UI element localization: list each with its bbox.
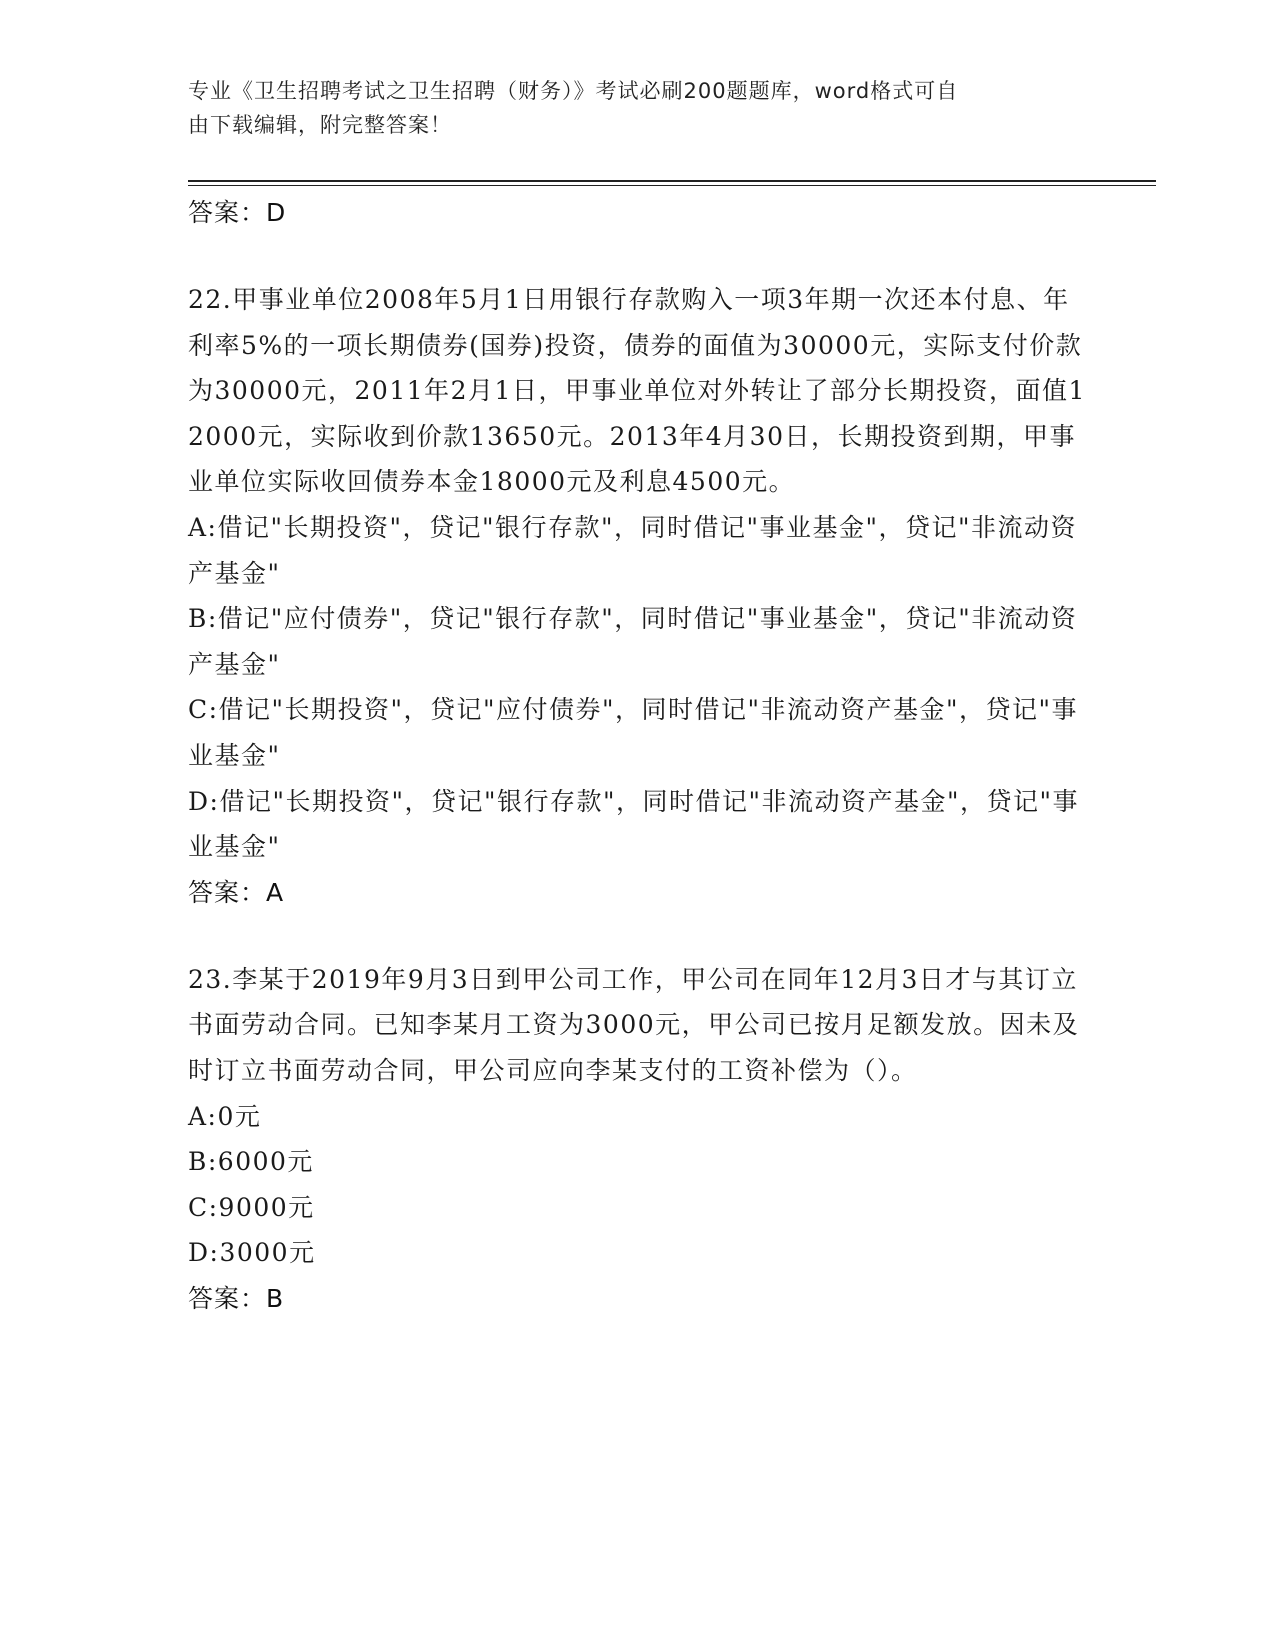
question-22 xyxy=(188,277,1088,916)
question-23-stem: 23.李某于2019年9月3日到甲公司工作，甲公司在同年12月3日才与其订立书面劳动合同。已知李某月工资为3000元，甲公司已按月足额发放。因未及时订立书面劳动合同，甲公司应向李某支付的工资补偿为（）。 xyxy=(188,964,1080,1085)
question-23-option-b: B:6000元 xyxy=(188,1147,314,1177)
question-22-stem: 22.甲事业单位2008年5月1日用银行存款购入一项3年期一次还本付息、年利率5%的一项长期债券(国券)投资，债券的面值为30000元，实际支付价款为30000元，2011年2月1日，甲事业单位对外转让了部分长期投资，面值12000元，实际收到价款13650元。2013年4月30日，长期投资到期，甲事业单位实际收回债券本金18000元及利息4500元。 xyxy=(188,285,1086,497)
question-23 xyxy=(188,957,1088,1322)
header-rule-thin xyxy=(188,185,1156,186)
question-22-answer: 答案：A xyxy=(188,877,285,907)
question-22-option-a: A:借记"长期投资"，贷记"银行存款"，同时借记"事业基金"，贷记"非流动资产基金" xyxy=(188,512,1077,588)
question-22-option-c: C:借记"长期投资"，贷记"应付债券"，同时借记"非流动资产基金"，贷记"事业基金" xyxy=(188,695,1079,770)
header-line-2: 由下载编辑，附完整答案！ xyxy=(188,113,452,137)
header-line-1: 专业《卫生招聘考试之卫生招聘（财务）》考试必刷200题题库，word格式可自 xyxy=(188,79,959,103)
question-23-option-a: A:0元 xyxy=(188,1101,262,1131)
previous-answer: 答案：D xyxy=(188,198,287,227)
header-rule-thick xyxy=(188,180,1156,182)
question-23-option-d: D:3000元 xyxy=(188,1238,316,1268)
question-23-option-c: C:9000元 xyxy=(188,1192,315,1222)
document-body xyxy=(188,190,1088,1322)
question-23-answer: 答案：B xyxy=(188,1283,285,1313)
question-22-option-d: D:借记"长期投资"，贷记"银行存款"，同时借记"非流动资产基金"，贷记"事业基金" xyxy=(188,786,1079,862)
question-22-option-b: B:借记"应付债券"，贷记"银行存款"，同时借记"事业基金"，贷记"非流动资产基金" xyxy=(188,604,1078,679)
page-header xyxy=(188,74,1068,142)
